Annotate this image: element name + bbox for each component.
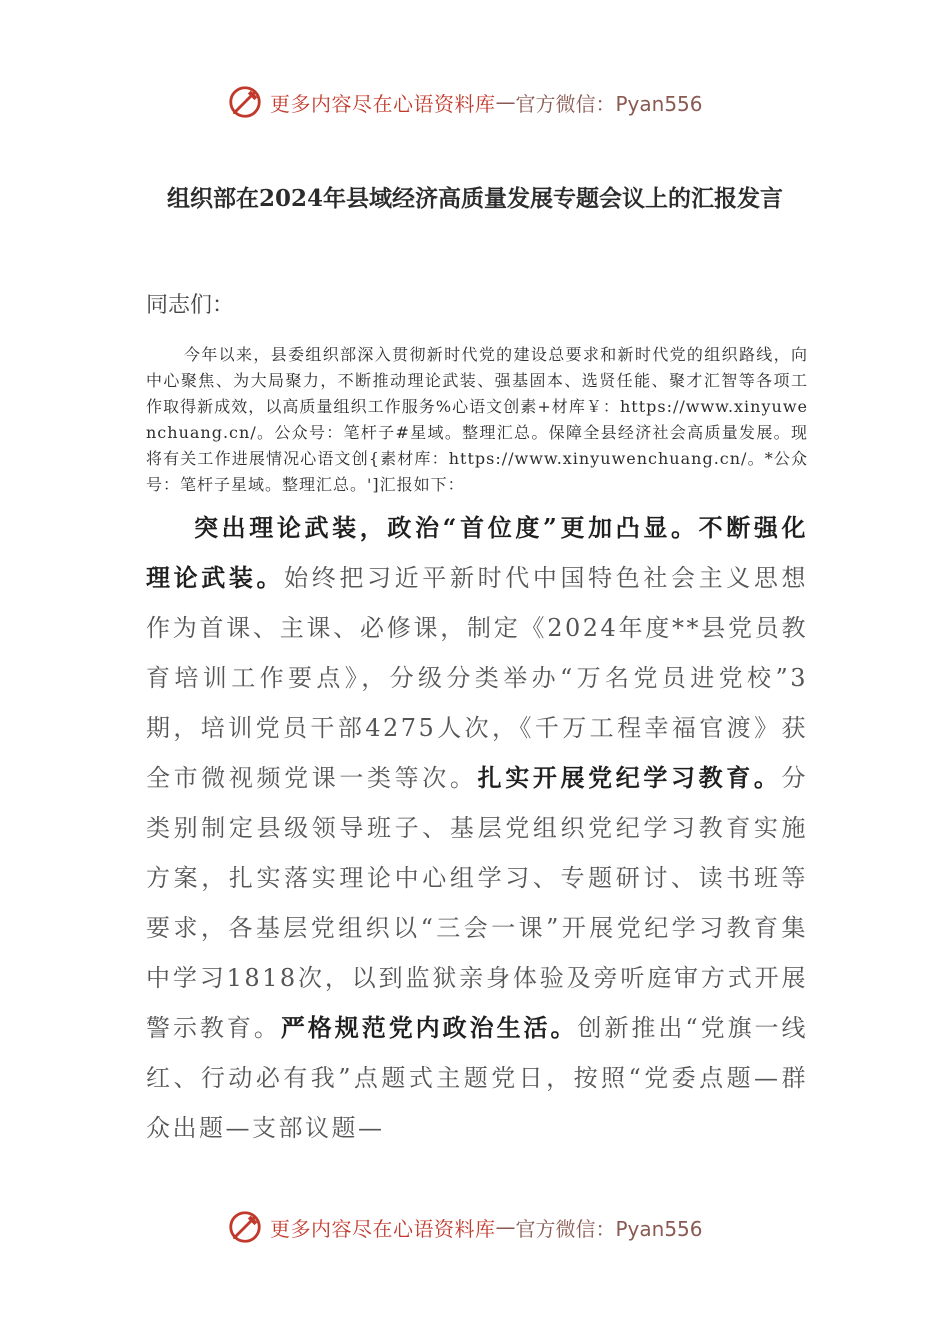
subheading-theory: 不断强化理论武装。 xyxy=(146,513,809,592)
subheading-discipline: 扎实开展党纪学习教育。 xyxy=(477,763,782,792)
document-title: 组织部在2024年县域经济高质量发展专题会议上的汇报发言 xyxy=(166,185,783,212)
body-text-theory: 始终把习近平新时代中国特色社会主义思想作为首课、主课、必修课，制定《2024年度**县党员教育培训工作要点》，分级分类举办“万名党员进党校”3期，培训党员干部4275人次，《千万工程幸福官渡》获全市微视频党课一类等次。 xyxy=(146,564,809,792)
body-text-discipline: 分类别制定县级领导班子、基层党组织党纪学习教育实施方案，扎实落实理论中心组学习、专题研讨、读书班等要求，各基层党组织以“三会一课”开展党纪学习教育集中学习1818次，以到监狱亲身体验及旁听庭审方式开展警示教育。 xyxy=(146,764,809,1042)
banner-dash: — xyxy=(495,90,516,114)
banner-contact-text: 官方微信：Pyan556 xyxy=(515,1216,703,1241)
greeting: 同志们： xyxy=(146,293,235,318)
section-heading: 突出理论武装，政治“首位度”更加凸显。 xyxy=(194,513,699,542)
body-text-political-life: 创新推出“党旗一线红、行动必有我”点题式主题党日，按照“党委点题—群众出题—支部议题— xyxy=(146,1014,809,1142)
subheading-political-life: 严格规范党内政治生活。 xyxy=(280,1013,578,1042)
banner-contact-text: 官方微信：Pyan556 xyxy=(515,91,703,116)
footer-watermark-banner xyxy=(226,1205,746,1249)
banner-library-text: 更多内容尽在心语资料库 xyxy=(270,91,496,116)
header-watermark-banner xyxy=(226,80,746,124)
pen-logo-icon xyxy=(226,83,264,121)
intro-paragraph: 今年以来，县委组织部深入贯彻新时代党的建设总要求和新时代党的组织路线，向中心聚焦、为大局聚力，不断推动理论武装、强基固本、选贤任能、聚才汇智等各项工作取得新成效，以高质量组织工作服务%心语文创素+材库￥：https://www.xinyuwenchuang.cn/。公众号：笔杆子#星域。整理汇总。保障全县经济社会高质量发展。现将有关工作进展情况心语文创{素材库：https://www.xinyuwenchuang.cn/。*公众号：笔杆子星域。整理汇总。']汇报如下： xyxy=(146,345,808,494)
body-paragraph xyxy=(146,503,808,1153)
banner-dash: — xyxy=(495,1215,516,1239)
banner-library-text: 更多内容尽在心语资料库 xyxy=(270,1216,496,1241)
pen-logo-icon xyxy=(226,1208,264,1246)
